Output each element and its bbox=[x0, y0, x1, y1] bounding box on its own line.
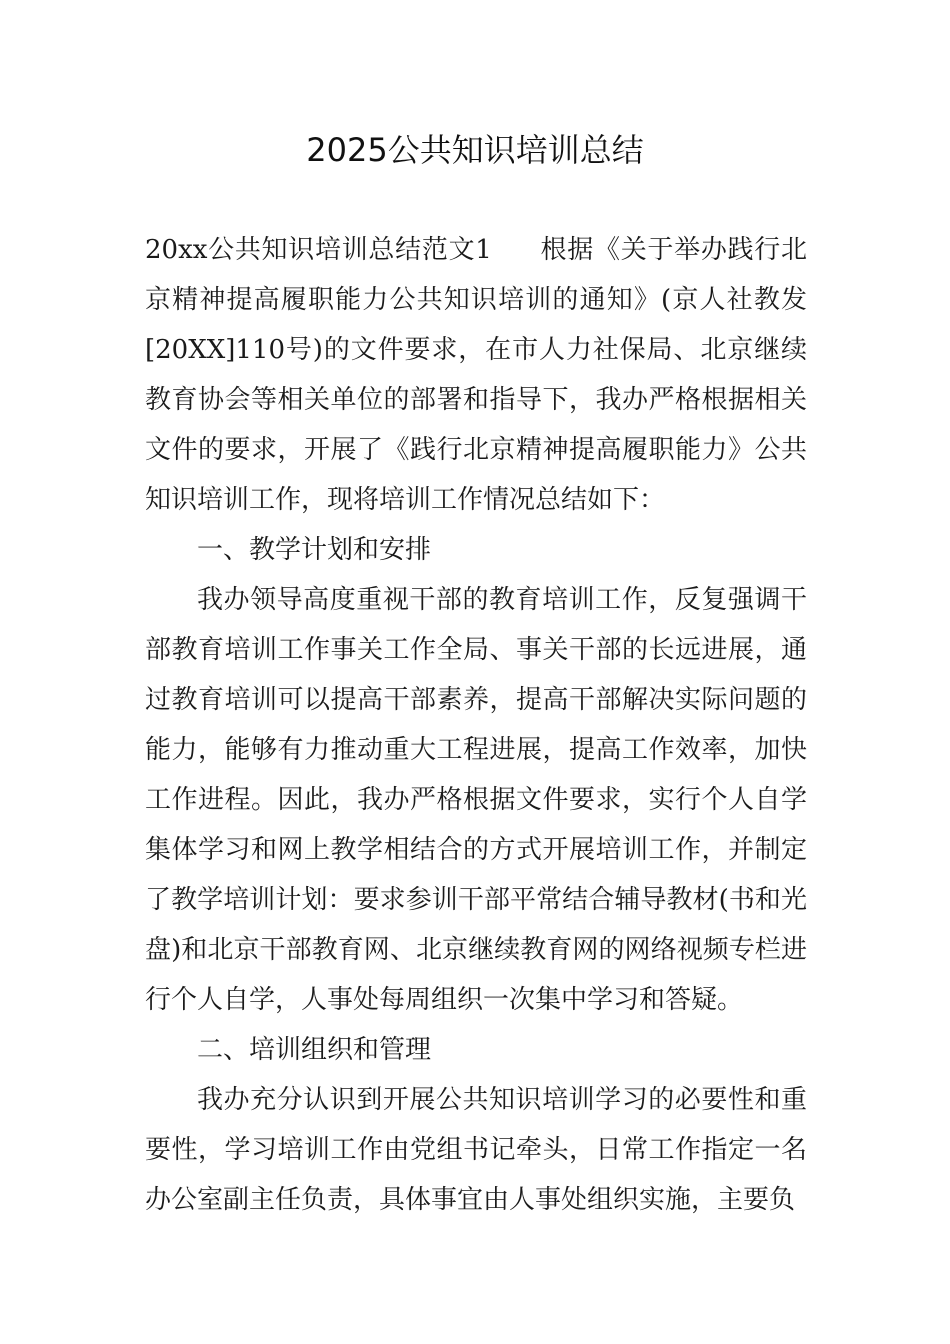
section2-heading: 二、培训组织和管理 bbox=[197, 1035, 432, 1065]
document-body bbox=[145, 225, 807, 1225]
document-title: 2025公共知识培训总结 bbox=[306, 131, 644, 169]
intro-text: 根据《关于举办践行北京精神提高履职能力公共知识培训的通知》(京人社教发[20XX]110号)的文件要求，在市人力社保局、北京继续教育协会等相关单位的部署和指导下，我办严格根据相关文件的要求，开展了《践行北京精神提高履职能力》公共知识培训工作，现将培训工作情况总结如下： bbox=[145, 235, 807, 515]
intro-paragraph bbox=[145, 225, 807, 525]
section2-paragraph: 我办充分认识到开展公共知识培训学习的必要性和重要性，学习培训工作由党组书记牵头，日常工作指定一名办公室副主任负责，具体事宜由人事处组织实施，主要负 bbox=[145, 1085, 807, 1215]
section1-heading: 一、教学计划和安排 bbox=[197, 535, 432, 565]
section1-paragraph: 我办领导高度重视干部的教育培训工作，反复强调干部教育培训工作事关工作全局、事关干部的长远进展，通过教育培训可以提高干部素养，提高干部解决实际问题的能力，能够有力推动重大工程进展，提高工作效率，加快工作进程。因此，我办严格根据文件要求，实行个人自学集体学习和网上教学相结合的方式开展培训工作，并制定了教学培训计划：要求参训干部平常结合辅导教材(书和光盘)和北京干部教育网、北京继续教育网的网络视频专栏进行个人自学，人事处每周组织一次集中学习和答疑。 bbox=[145, 585, 807, 1015]
intro-label: 20xx公共知识培训总结范文1 bbox=[145, 235, 492, 265]
